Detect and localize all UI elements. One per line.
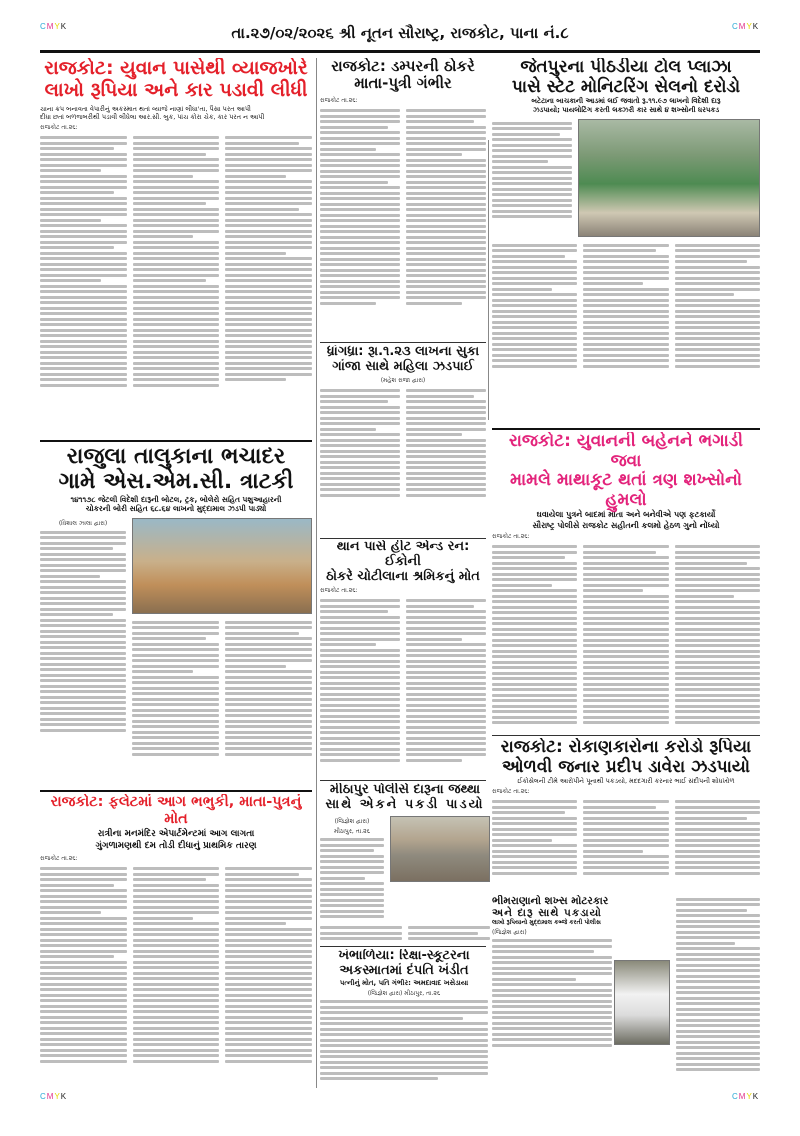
cmyk-m: M	[46, 22, 55, 31]
headline: મામલે માથાકૂટ થતાં ત્રણ શખ્સોનો હુમલો	[509, 470, 743, 510]
subheadline: ચાના ક્રપ બનાવતા વેપારીનું અકસ્માત થતાં વ્યાજે નાણાં લીધા'તા, પૈસા પરત આપી	[40, 104, 251, 113]
headline: ગાંજા સાથે મહિલા ઝડપાઈ	[332, 358, 474, 374]
subheadline: સૌરાષ્ટ્ર પોલીસે રાજકોટ સહીતની કલમો હેઠળ ગુનો નોંધ્યો	[532, 520, 720, 530]
cmyk-m: M	[46, 1092, 55, 1101]
article-divider	[320, 946, 486, 947]
dateline: મીઠાપુર, તા.૨૬	[334, 827, 370, 835]
credit: (વિશાલ ઝાલા દ્વારા)	[58, 520, 108, 528]
subheadline: દીધા છતાં બળજબરીથી પડાવી લીધેલા આર.સી. બુક, પાંચ કોરા ચેક, કાર પરત ન આપી	[40, 113, 265, 122]
article-than-hit-run	[320, 540, 486, 775]
subheadline: ચોકરની બોરી સહિત ૬૮.૬૪ લાખનો મુદ્દામાલ ઝડપી પાડ્યો	[85, 504, 267, 514]
headline: જેતપુરના પીઠડીયા ટોલ પ્લાઝા	[520, 58, 732, 77]
credit: (જિજ્ઞેશ દ્વારા) મીઠાપુર, તા.૨૬	[367, 989, 441, 997]
cmyk-c: C	[40, 22, 47, 31]
article-dumper	[320, 58, 486, 340]
cmyk-c: C	[732, 1092, 739, 1101]
dateline: રાજકોટ તા.૨૬:	[40, 123, 78, 131]
headline: પાસે સ્ટેટ મોનિટરિંગ સેલનો દરોડો	[511, 76, 741, 97]
article-divider	[320, 780, 486, 781]
subheadline: પત્નીનું મોત, પતિ ગંભીર: અમદાવાદ ખસેડાયા	[339, 978, 469, 987]
subheadline: ઈકોસેલની ટીમે આરોપીને પૂનાથી પકડયો, મદદગારી કરનાર ભાઈ સંદીપની શોધખોળ	[517, 777, 735, 786]
column-divider	[488, 140, 489, 420]
article-body	[40, 865, 312, 1066]
headline: અકસ્માતમાં દંપતિ ખંડીત	[339, 962, 469, 978]
article-loan-shark	[40, 58, 312, 428]
article-body	[492, 241, 760, 370]
article-body	[320, 107, 486, 308]
cmyk-k: K	[60, 22, 68, 31]
article-rokankar	[492, 738, 760, 888]
cmyk-m: M	[738, 1092, 747, 1101]
headline: સાથે એકને પકડી પાડયો	[325, 796, 485, 812]
article-body	[492, 543, 760, 727]
credit: (જિજ્ઞેશ દ્વારા)	[492, 928, 527, 936]
subheadline: ગુંગળામણથી દમ તોડી દીધાનું પ્રાથમિક તારણ	[95, 841, 257, 852]
subheadline: ઘવાયેલા પુત્રને બાદમાં માતા અને બનેવીએ પણ ફટકાર્યો	[536, 510, 716, 520]
page-masthead: તા.૨૭/૦૨/૨૦૨૬ શ્રી નૂતન સૌરાષ્ટ્ર, રાજકોટ, પાના નં.૮	[231, 24, 569, 42]
dateline: રાજકોટ તા.૨૬:	[492, 532, 530, 540]
cmyk-k: K	[752, 1092, 760, 1101]
headline: ઠોકરે ચોટીલાના શ્રમિકનું મોત	[326, 568, 480, 584]
credit: (મહેશ રાજા દ્વારા)	[380, 376, 426, 384]
article-body	[40, 134, 312, 390]
dateline: રાજકોટ તા.૨૬:	[320, 586, 358, 594]
article-body	[320, 597, 486, 765]
headline: ઓળવી જનાર પ્રદીપ ડાવેરા ઝડપાયો	[501, 756, 751, 777]
article-divider	[320, 538, 486, 539]
news-photo-arrested	[390, 816, 490, 882]
news-photo-car	[614, 960, 670, 1045]
news-photo-truck	[578, 119, 760, 237]
article-khambhalia	[320, 949, 488, 1089]
dateline: રાજકોટ તા.૨૬:	[492, 787, 530, 795]
article-divider	[320, 342, 486, 343]
headline: અને દારૂ સાથે પકડાયો	[492, 907, 602, 920]
article-divider	[492, 428, 760, 430]
cmyk-y: Y	[746, 1092, 753, 1101]
headline: માતા-પુત્રી ગંભીર	[354, 74, 452, 93]
cmyk-y: Y	[54, 1092, 61, 1101]
subheadline: બટેટાના બાચકાની આડમાં લઈ જવાતો રૂ.૧૧.૯૭ લાખનો વિદેશી દારૂ	[531, 97, 721, 106]
article-mithapur	[320, 783, 490, 943]
headline: રાજકોટ: રોકાણકારોના કરોડો રૂપિયા	[500, 738, 752, 757]
subheadline: ઝડપાયો; પાયલોટિંગ કરતી લક્ઝરી કાર સાથે ૪ શખ્સોની ધરપકડ	[532, 106, 720, 115]
cmyk-mark-bottom-right	[732, 1092, 759, 1101]
cmyk-m: M	[738, 22, 747, 31]
article-divider	[40, 440, 312, 442]
headline: રાજકોટ: યુવાનની બહેનને ભગાડી જવા	[508, 432, 744, 471]
article-jetpur	[492, 58, 760, 420]
article-body	[320, 387, 486, 500]
article-rajula	[40, 444, 312, 784]
masthead-rule	[40, 50, 760, 53]
cmyk-k: K	[60, 1092, 68, 1101]
headline: રાજકોટ: ફલેટમાં આગ ભભુકી, માતા-પુત્રનું મોત	[50, 794, 302, 827]
cmyk-y: Y	[746, 22, 753, 31]
headline: રાજકોટ: ડમ્પરની ઠોકરે	[331, 58, 475, 75]
article-flat-fire	[40, 794, 312, 1094]
subheadline: ૧૪૧૧૭૮ જેટલી વિદેશી દારૂની બોટલ, ટ્રક, બોલેરો સહિત પશુઆહારની	[70, 494, 282, 504]
article-divider	[492, 735, 760, 736]
dateline: રાજકોટ તા.૨૬:	[320, 96, 358, 104]
headline: મીઠાપુર પોલીસે દારૂના જથ્થા	[329, 783, 481, 797]
article-sister-elope	[492, 432, 760, 732]
article-divider	[40, 790, 312, 792]
headline: ગામે એસ.એમ.સી. ત્રાટકી	[58, 469, 294, 495]
column-divider	[316, 58, 317, 1088]
headline: રાજુલા તાલુકાના ભચાદર	[66, 444, 286, 469]
headline: ધ્રાંગધ્રા: રૂા.૧.૨૩ લાખના સુકા	[326, 345, 480, 359]
headline: રાજકોટ: યુવાન પાસેથી વ્યાજખોરે	[44, 58, 308, 79]
article-bhimrana	[492, 895, 612, 1090]
article-body	[492, 798, 760, 878]
headline: લાખો રૂપિયા અને કાર પડાવી લીધી	[44, 78, 308, 101]
headline: ખંભાળિયા: રિક્ષા-સ્કૂટરના	[338, 949, 470, 963]
news-photo-seized-goods	[132, 518, 312, 614]
cmyk-y: Y	[54, 22, 61, 31]
cmyk-c: C	[40, 1092, 47, 1101]
credit: (જિજ્ઞેશ દ્વારા)	[334, 817, 370, 825]
cmyk-c: C	[732, 22, 739, 31]
cmyk-k: K	[752, 22, 760, 31]
subheadline: રાત્રીના મનમંદિર એપાર્ટમેન્ટમાં આગ લાગતા	[97, 829, 255, 840]
article-bhimrana-continued	[676, 895, 760, 1090]
headline: ભીમરાણાનો શખ્સ મોટરકાર	[492, 895, 609, 907]
headline: થાન પાસે હીટ એન્ડ રન: ઈકોની	[336, 540, 470, 569]
dateline: રાજકોટ તા.૨૬:	[40, 854, 78, 862]
subheadline: લાખો રૂપિયાનો મુદ્દામાલ કબ્જે કરતી પોલીસ	[492, 919, 601, 927]
article-dhrangadhra	[320, 345, 486, 505]
